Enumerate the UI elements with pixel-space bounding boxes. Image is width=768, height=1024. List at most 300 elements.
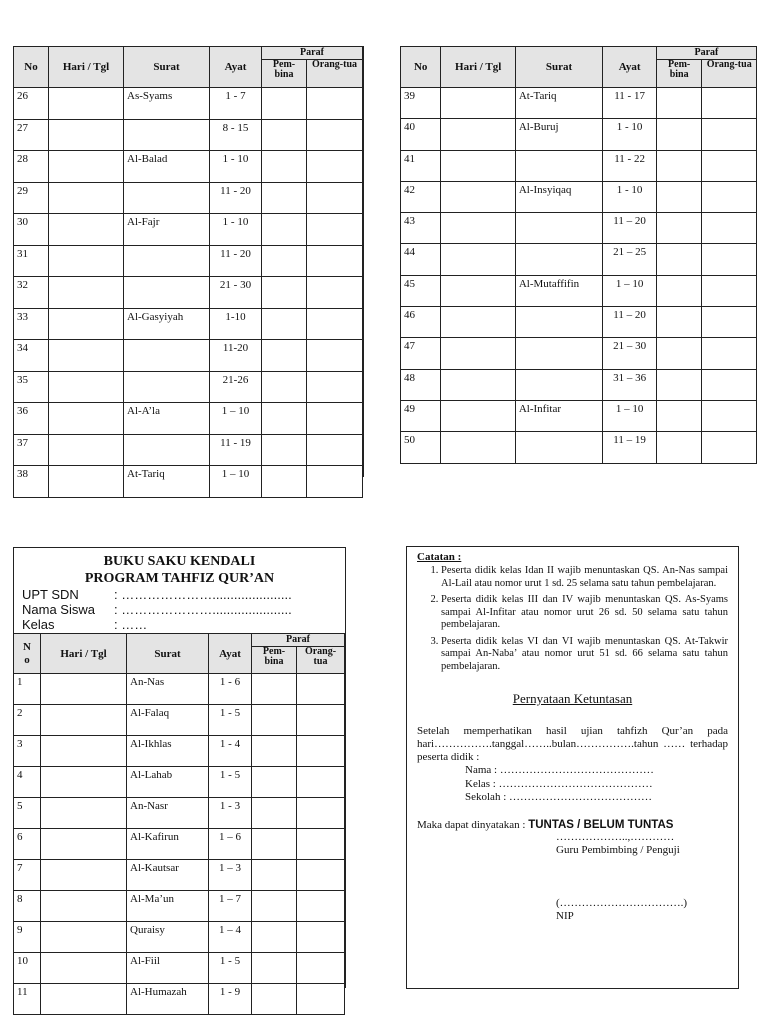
parent-sign-cell <box>307 88 363 120</box>
table-row <box>14 829 345 860</box>
row-number: 28 <box>14 151 49 183</box>
surah-name <box>124 434 210 466</box>
date-cell <box>49 308 124 340</box>
table-row <box>14 922 345 953</box>
surah-name: Al-A’la <box>124 403 210 435</box>
mentor-sign-cell <box>656 119 702 150</box>
notes-title: Catatan : <box>417 551 462 563</box>
verse-range: 11-20 <box>210 340 262 372</box>
class-value: : …… <box>114 617 148 632</box>
mentor-sign-cell <box>262 182 307 214</box>
statement-name-field: Nama : …………………………………… <box>465 764 654 776</box>
row-number: 38 <box>14 466 49 498</box>
table-row <box>14 674 345 705</box>
row-number: 10 <box>14 953 41 984</box>
col-surah-header: Surat <box>127 634 209 674</box>
row-number: 9 <box>14 922 41 953</box>
table-row <box>401 307 757 338</box>
mentor-sign-cell <box>656 307 702 338</box>
row-number: 35 <box>14 371 49 403</box>
table-row <box>14 245 363 277</box>
col-sign-header: Paraf <box>262 47 363 60</box>
surah-name: Al-Kafirun <box>127 829 209 860</box>
booklet-title <box>14 548 345 587</box>
table-row <box>14 798 345 829</box>
surah-name: Al-Mutaffifin <box>515 275 602 306</box>
parent-sign-cell <box>297 674 345 705</box>
table-row <box>14 182 363 214</box>
row-number: 31 <box>14 245 49 277</box>
date-cell <box>41 798 127 829</box>
mentor-sign-cell <box>252 922 297 953</box>
notes-list <box>417 565 728 673</box>
surah-name: Al-Gasyiyah <box>124 308 210 340</box>
verse-range: 31 – 36 <box>603 369 657 400</box>
table-row <box>14 891 345 922</box>
surah-name <box>515 307 602 338</box>
surah-name <box>124 340 210 372</box>
date-cell <box>49 277 124 309</box>
parent-sign-cell <box>702 369 757 400</box>
col-no-header <box>14 634 41 674</box>
surah-name: Al-Fajr <box>124 214 210 246</box>
table-row <box>401 400 757 431</box>
mentor-sign-cell <box>262 308 307 340</box>
table-row <box>401 181 757 212</box>
row-number: 33 <box>14 308 49 340</box>
progress-table-39-50 <box>404 46 757 465</box>
row-number: 48 <box>401 369 441 400</box>
surah-name <box>124 245 210 277</box>
parent-sign-cell <box>297 860 345 891</box>
table-row <box>401 244 757 275</box>
row-number: 1 <box>14 674 41 705</box>
verse-range: 1 - 10 <box>210 151 262 183</box>
note-item: 1. Peserta didik kelas Idan II wajib menuntaskan QS. An-Nas sampai Al-Lail atau nomor urut 1 sd. 25 selama satu tahun pembelajaran. <box>441 565 728 590</box>
verse-range: 1 - 5 <box>209 767 252 798</box>
mentor-sign-cell <box>252 767 297 798</box>
statement-conclusion <box>417 819 728 831</box>
parent-sign-cell <box>297 736 345 767</box>
mentor-sign-cell <box>262 434 307 466</box>
table-row <box>14 953 345 984</box>
table-row <box>401 88 757 119</box>
col-verse-header: Ayat <box>209 634 252 674</box>
col-date-header: Hari / Tgl <box>441 47 515 88</box>
row-number: 44 <box>401 244 441 275</box>
mentor-sign-cell <box>656 213 702 244</box>
mentor-sign-cell <box>262 371 307 403</box>
parent-sign-cell <box>307 403 363 435</box>
class-label: Kelas <box>22 617 55 632</box>
row-number: 26 <box>14 88 49 120</box>
surah-name: Al-Fiil <box>127 953 209 984</box>
parent-sign-cell <box>702 88 757 119</box>
surah-name: Al-Insyiqaq <box>515 181 602 212</box>
table-row <box>401 432 757 463</box>
verse-range: 1 – 10 <box>603 275 657 306</box>
date-cell <box>49 245 124 277</box>
table-row <box>401 119 757 150</box>
col-no-header: No <box>401 47 441 88</box>
date-cell <box>49 151 124 183</box>
table-row <box>14 308 363 340</box>
verse-range: 11 - 19 <box>210 434 262 466</box>
parent-sign-cell <box>702 275 757 306</box>
surah-name <box>515 338 602 369</box>
parent-sign-cell <box>702 244 757 275</box>
mentor-sign-cell <box>656 88 702 119</box>
verse-range: 1 - 10 <box>603 119 657 150</box>
surah-name <box>515 369 602 400</box>
surah-name: Al-Ma’un <box>127 891 209 922</box>
student-name-value: : …………………...................... <box>114 602 292 617</box>
mentor-sign-cell <box>252 736 297 767</box>
col-date-header: Hari / Tgl <box>41 634 127 674</box>
row-number: 41 <box>401 150 441 181</box>
row-number: 27 <box>14 119 49 151</box>
booklet-title-line2: PROGRAM TAHFIZ QUR’AN <box>84 571 275 586</box>
statement-class-field: Kelas : …………………………………… <box>465 777 653 790</box>
row-number: 2 <box>14 705 41 736</box>
mentor-sign-cell <box>656 181 702 212</box>
table-row <box>401 275 757 306</box>
table-row <box>401 150 757 181</box>
mentor-sign-cell <box>656 432 702 463</box>
conclusion-prefix: Maka dapat dinyatakan : <box>417 818 529 831</box>
mentor-sign-cell <box>252 798 297 829</box>
row-number: 30 <box>14 214 49 246</box>
parent-sign-cell <box>307 434 363 466</box>
surah-name <box>515 244 602 275</box>
surah-name: Al-Falaq <box>127 705 209 736</box>
row-number: 8 <box>14 891 41 922</box>
mentor-sign-cell <box>656 338 702 369</box>
date-cell <box>49 119 124 151</box>
table-row <box>14 371 363 403</box>
col-parent-sign-header: Orang-tua <box>307 60 363 88</box>
date-cell <box>441 338 515 369</box>
progress-table-26-38 <box>13 46 364 480</box>
surah-name: Al-Buruj <box>515 119 602 150</box>
verse-range: 1 - 6 <box>209 674 252 705</box>
table-row <box>14 466 363 498</box>
surah-name: Al-Ikhlas <box>127 736 209 767</box>
row-number: 7 <box>14 860 41 891</box>
row-number: 45 <box>401 275 441 306</box>
date-cell <box>49 371 124 403</box>
parent-sign-cell <box>307 182 363 214</box>
col-no-header: No <box>14 47 49 88</box>
col-mentor-sign-header: Pem-bina <box>656 60 702 88</box>
surah-name: Al-Infitar <box>515 400 602 431</box>
date-cell <box>41 767 127 798</box>
date-cell <box>441 181 515 212</box>
parent-sign-cell <box>702 307 757 338</box>
parent-sign-cell <box>297 922 345 953</box>
date-cell <box>441 88 515 119</box>
date-cell <box>41 860 127 891</box>
student-info-fields <box>14 587 345 632</box>
date-cell <box>441 307 515 338</box>
sign-nip: NIP <box>556 909 574 922</box>
memorization-log-table <box>400 46 757 464</box>
table-row <box>14 705 345 736</box>
verse-range: 1 - 10 <box>210 214 262 246</box>
col-sign-header: Paraf <box>656 47 756 60</box>
verse-range: 1 – 10 <box>210 403 262 435</box>
sign-place-date: ………………..,………… <box>556 830 675 843</box>
row-number: 50 <box>401 432 441 463</box>
date-cell <box>41 829 127 860</box>
verse-range: 1 – 6 <box>209 829 252 860</box>
mentor-sign-cell <box>262 119 307 151</box>
verse-range: 1 - 7 <box>210 88 262 120</box>
statement-title: Pernyataan Ketuntasan <box>512 691 633 706</box>
note-item: 2. Peserta didik kelas III dan IV wajib menuntaskan QS. As-Syams sampai Al-Infitar atau nomor urut 26 sd. 50 selama satu tahun pembelajaran. <box>441 594 728 632</box>
verse-range: 1 - 5 <box>209 953 252 984</box>
verse-range: 1 – 10 <box>603 400 657 431</box>
parent-sign-cell <box>307 245 363 277</box>
col-verse-header: Ayat <box>210 47 262 88</box>
verse-range: 21-26 <box>210 371 262 403</box>
row-number: 5 <box>14 798 41 829</box>
student-name-field <box>22 602 345 617</box>
sign-name: (…………………………….) <box>556 896 688 909</box>
date-cell <box>49 434 124 466</box>
verse-range: 1 - 5 <box>209 705 252 736</box>
date-cell <box>49 214 124 246</box>
date-cell <box>41 736 127 767</box>
row-number: 36 <box>14 403 49 435</box>
table-row <box>14 119 363 151</box>
verse-range: 1 - 10 <box>603 181 657 212</box>
surah-name <box>124 182 210 214</box>
mentor-sign-cell <box>656 244 702 275</box>
date-cell <box>441 119 515 150</box>
verse-range: 1 – 10 <box>210 466 262 498</box>
verse-range: 11 - 22 <box>603 150 657 181</box>
date-cell <box>41 953 127 984</box>
col-sign-header: Paraf <box>252 634 345 647</box>
table-row <box>401 213 757 244</box>
student-name-label: Nama Siswa <box>22 602 95 617</box>
parent-sign-cell <box>297 953 345 984</box>
col-verse-header: Ayat <box>603 47 657 88</box>
mentor-sign-cell <box>252 860 297 891</box>
date-cell <box>441 432 515 463</box>
parent-sign-cell <box>702 400 757 431</box>
memorization-log-table <box>13 633 345 1015</box>
date-cell <box>49 88 124 120</box>
sign-role: Guru Pembimbing / Penguji <box>556 843 680 856</box>
col-surah-header: Surat <box>515 47 602 88</box>
mentor-sign-cell <box>252 829 297 860</box>
date-cell <box>49 466 124 498</box>
parent-sign-cell <box>307 340 363 372</box>
mentor-sign-cell <box>656 150 702 181</box>
mentor-sign-cell <box>252 705 297 736</box>
table-row <box>14 277 363 309</box>
verse-range: 1 – 3 <box>209 860 252 891</box>
col-date-header: Hari / Tgl <box>49 47 124 88</box>
verse-range: 1 - 3 <box>209 798 252 829</box>
mentor-sign-cell <box>252 953 297 984</box>
mentor-sign-cell <box>656 400 702 431</box>
mentor-sign-cell <box>656 275 702 306</box>
mentor-sign-cell <box>252 674 297 705</box>
table-row <box>14 151 363 183</box>
verse-range: 11 – 20 <box>603 213 657 244</box>
mentor-sign-cell <box>252 984 297 1015</box>
table-row <box>14 434 363 466</box>
date-cell <box>441 369 515 400</box>
booklet-title-line1: BUKU SAKU KENDALI <box>103 554 256 569</box>
date-cell <box>49 182 124 214</box>
verse-range: 1 – 7 <box>209 891 252 922</box>
surah-name <box>124 119 210 151</box>
col-mentor-sign-header: Pem-bina <box>262 60 307 88</box>
col-no-header-line2: o <box>24 653 30 666</box>
date-cell <box>41 984 127 1015</box>
mentor-sign-cell <box>262 151 307 183</box>
surah-name <box>515 213 602 244</box>
row-number: 4 <box>14 767 41 798</box>
row-number: 37 <box>14 434 49 466</box>
date-cell <box>41 891 127 922</box>
school-label: UPT SDN <box>22 587 79 602</box>
table-row <box>14 214 363 246</box>
verse-range: 21 - 30 <box>210 277 262 309</box>
parent-sign-cell <box>702 150 757 181</box>
parent-sign-cell <box>307 119 363 151</box>
parent-sign-cell <box>702 338 757 369</box>
parent-sign-cell <box>307 308 363 340</box>
date-cell <box>49 403 124 435</box>
school-value: : …………………...................... <box>114 587 292 602</box>
statement-intro: Setelah memperhatikan hasil ujian tahfizh Qur’an pada hari…………….tanggal……..bulan…………….tahun …… terhadap peserta didik : <box>417 725 728 763</box>
surah-name: Quraisy <box>127 922 209 953</box>
surah-name: Al-Humazah <box>127 984 209 1015</box>
date-cell <box>441 150 515 181</box>
conclusion-value: TUNTAS / BELUM TUNTAS <box>528 818 674 831</box>
table-row <box>14 767 345 798</box>
parent-sign-cell <box>297 829 345 860</box>
table-row <box>14 736 345 767</box>
row-number: 11 <box>14 984 41 1015</box>
parent-sign-cell <box>702 119 757 150</box>
table-row <box>14 403 363 435</box>
surah-name: At-Tariq <box>515 88 602 119</box>
mentor-sign-cell <box>262 88 307 120</box>
parent-sign-cell <box>297 767 345 798</box>
row-number: 6 <box>14 829 41 860</box>
table-row <box>401 369 757 400</box>
col-mentor-sign-header: Pem-bina <box>252 647 297 674</box>
row-number: 29 <box>14 182 49 214</box>
statement-school-field: Sekolah : ………………………………… <box>465 791 652 803</box>
verse-range: 21 – 25 <box>603 244 657 275</box>
date-cell <box>49 340 124 372</box>
mentor-sign-cell <box>262 245 307 277</box>
verse-range: 11 – 19 <box>603 432 657 463</box>
date-cell <box>441 275 515 306</box>
surah-name: Al-Balad <box>124 151 210 183</box>
row-number: 42 <box>401 181 441 212</box>
verse-range: 1 - 4 <box>209 736 252 767</box>
parent-sign-cell <box>307 277 363 309</box>
verse-range: 11 - 20 <box>210 182 262 214</box>
mentor-sign-cell <box>262 340 307 372</box>
mentor-sign-cell <box>262 277 307 309</box>
parent-sign-cell <box>702 213 757 244</box>
verse-range: 8 - 15 <box>210 119 262 151</box>
surah-name: Al-Lahab <box>127 767 209 798</box>
row-number: 3 <box>14 736 41 767</box>
row-number: 39 <box>401 88 441 119</box>
surah-name: An-Nasr <box>127 798 209 829</box>
surah-name <box>515 150 602 181</box>
table-row <box>14 984 345 1015</box>
parent-sign-cell <box>297 891 345 922</box>
surah-name <box>124 277 210 309</box>
school-field <box>22 587 345 602</box>
verse-range: 11 – 20 <box>603 307 657 338</box>
date-cell <box>441 400 515 431</box>
parent-sign-cell <box>307 151 363 183</box>
table-row <box>401 338 757 369</box>
parent-sign-cell <box>702 181 757 212</box>
notes-statement-panel <box>406 546 739 989</box>
row-number: 46 <box>401 307 441 338</box>
mentor-sign-cell <box>252 891 297 922</box>
date-cell <box>41 922 127 953</box>
class-field <box>22 617 345 632</box>
parent-sign-cell <box>307 371 363 403</box>
memorization-log-table <box>13 46 363 498</box>
verse-range: 1-10 <box>210 308 262 340</box>
verse-range: 1 - 9 <box>209 984 252 1015</box>
mentor-sign-cell <box>262 403 307 435</box>
date-cell <box>41 705 127 736</box>
verse-range: 21 – 30 <box>603 338 657 369</box>
row-number: 32 <box>14 277 49 309</box>
date-cell <box>441 244 515 275</box>
surah-name <box>515 432 602 463</box>
verse-range: 11 - 17 <box>603 88 657 119</box>
parent-sign-cell <box>297 798 345 829</box>
booklet-cover-panel <box>13 547 346 998</box>
surah-name: At-Tariq <box>124 466 210 498</box>
col-parent-sign-header: Orang-tua <box>297 647 345 674</box>
surah-name: An-Nas <box>127 674 209 705</box>
row-number: 47 <box>401 338 441 369</box>
mentor-sign-cell <box>656 369 702 400</box>
mentor-sign-cell <box>262 214 307 246</box>
surah-name: Al-Kautsar <box>127 860 209 891</box>
date-cell <box>441 213 515 244</box>
col-no-header-line1: N <box>23 640 31 653</box>
table-row <box>14 88 363 120</box>
row-number: 40 <box>401 119 441 150</box>
verse-range: 11 - 20 <box>210 245 262 277</box>
mentor-sign-cell <box>262 466 307 498</box>
table-row <box>14 340 363 372</box>
row-number: 43 <box>401 213 441 244</box>
date-cell <box>41 674 127 705</box>
table-row <box>14 860 345 891</box>
col-surah-header: Surat <box>124 47 210 88</box>
